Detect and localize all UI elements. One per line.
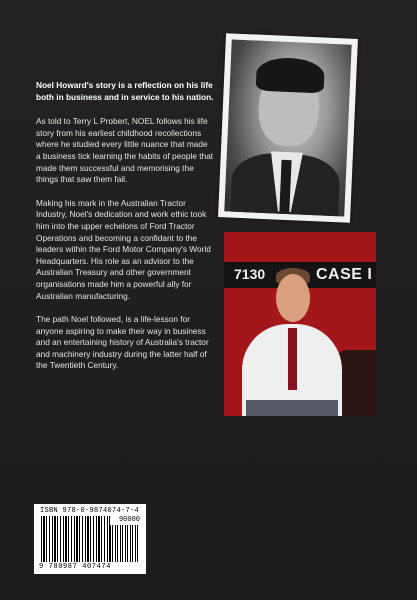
face-shape	[276, 274, 310, 322]
tractor-model-number: 7130	[234, 266, 266, 282]
hair-shape	[256, 57, 325, 94]
isbn-barcode	[34, 504, 146, 574]
trousers-shape	[246, 400, 338, 416]
price-barcode-bars	[112, 525, 140, 562]
color-photo-tractor	[224, 232, 376, 416]
blurb-paragraph-3: The path Noel followed, is a life-lesson for anyone aspiring to make their way in business and an entertaining history of Australia's tractor and machinery industry during the latter half of the Twentieth Century.	[36, 314, 209, 371]
isbn-text: ISBN 978-0-9874074-7-4	[40, 507, 140, 515]
lead-paragraph: Noel Howard's story is a reflection on his life both in business and in service to his nation.	[36, 80, 214, 102]
price-code: 90000	[118, 516, 140, 524]
portrait-image	[224, 39, 351, 216]
blurb-column	[36, 80, 214, 384]
tie-shape	[288, 328, 297, 390]
portrait-photo-bw	[218, 33, 358, 223]
tractor-brand-lettering: CASE I	[316, 266, 373, 283]
blurb-paragraph-1: As told to Terry L Probert, NOEL follows his life story from his earliest childhood recollections where he studied every little nuance that made a business tick learning the habits of people that made them successful and memorising the things that saw them fail.	[36, 116, 214, 185]
barcode-digits: 9 780987 407474	[39, 563, 112, 571]
blurb-paragraph-2: Making his mark in the Australian Tractor Industry, Noel's dedication and work ethic took him into the upper echelons of Ford Tractor Operations and becoming a confidant to the leaders within the Ford Motor Company's World Headquarters. His role as an advisor to the Australian Treasury and other government organisations made him a powerful ally for Australian manufacturing.	[36, 197, 211, 301]
